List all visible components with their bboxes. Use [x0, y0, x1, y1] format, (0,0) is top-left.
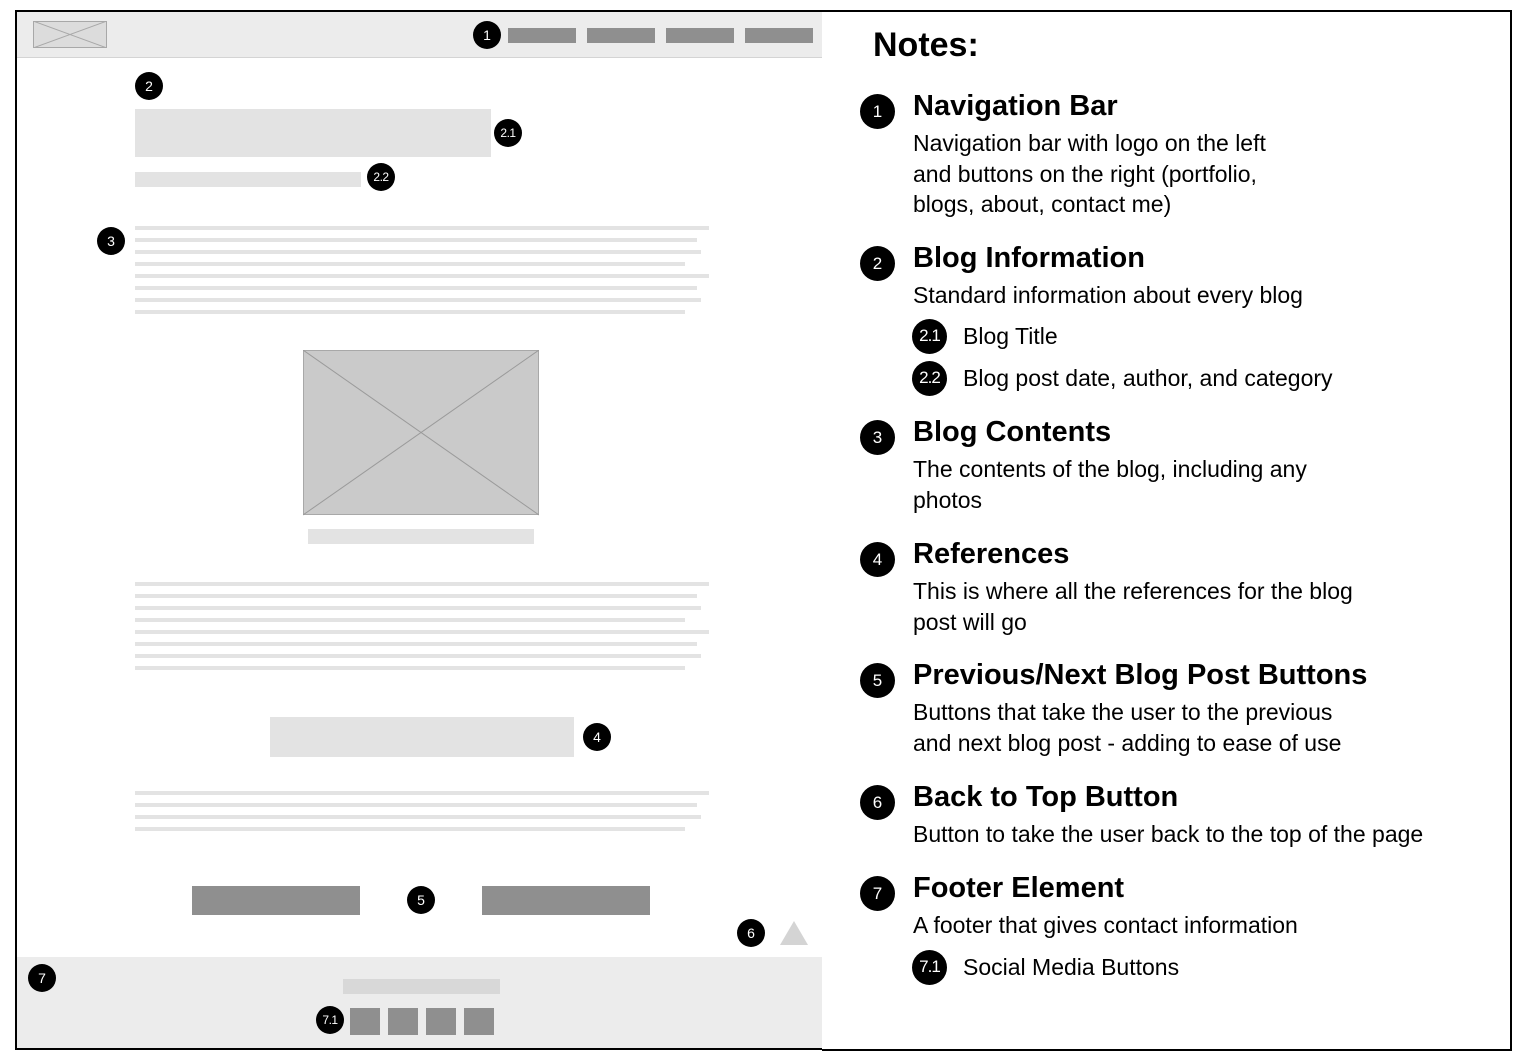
nav-button-about[interactable]	[666, 28, 734, 43]
nav-button-blogs[interactable]	[587, 28, 655, 43]
wireframe-panel	[15, 10, 827, 1050]
note-line: post will go	[913, 608, 1027, 635]
nav-button-portfolio[interactable]	[508, 28, 576, 43]
note-line: This is where all the references for the blog	[913, 578, 1353, 604]
note-number: 1	[860, 94, 895, 129]
previous-post-button[interactable]	[192, 886, 360, 915]
blog-title-placeholder	[135, 109, 491, 157]
note-heading: Blog Information	[913, 242, 1145, 274]
badge-navigation: 1	[473, 21, 501, 49]
notes-title: Notes:	[873, 26, 979, 64]
note-line: and next blog post - adding to ease of use	[913, 729, 1342, 756]
notes-panel	[822, 10, 1512, 1051]
badge-references: 4	[583, 723, 611, 751]
note-description	[913, 576, 1473, 637]
next-post-button[interactable]	[482, 886, 650, 915]
badge-blog-title: 2.1	[494, 119, 522, 147]
social-button-4[interactable]	[464, 1008, 494, 1035]
badge-blog-information: 2	[135, 72, 163, 100]
note-number: 4	[860, 542, 895, 577]
badge-blog-contents: 3	[97, 227, 125, 255]
badge-social: 7.1	[316, 1006, 344, 1034]
note-description	[913, 910, 1473, 941]
note-heading: References	[913, 538, 1070, 570]
note-line: Button to take the user back to the top of the page	[913, 821, 1424, 847]
note-description	[913, 128, 1473, 220]
note-heading: Back to Top Button	[913, 781, 1179, 813]
note-line: The contents of the blog, including any	[913, 456, 1307, 482]
blog-meta-placeholder	[135, 172, 361, 187]
back-to-top-triangle-icon[interactable]	[780, 921, 808, 945]
note-line: photos	[913, 486, 983, 513]
navigation-bar	[17, 12, 825, 58]
logo-placeholder-icon[interactable]	[33, 21, 107, 48]
social-button-1[interactable]	[350, 1008, 380, 1035]
badge-blog-meta: 2.2	[367, 163, 395, 191]
social-button-3[interactable]	[426, 1008, 456, 1035]
social-button-2[interactable]	[388, 1008, 418, 1035]
note-description	[913, 280, 1473, 311]
note-heading: Footer Element	[913, 872, 1125, 904]
note-number: 2	[860, 246, 895, 281]
note-description	[913, 454, 1473, 515]
badge-back-to-top: 6	[737, 919, 765, 947]
badge-footer: 7	[28, 964, 56, 992]
note-line: Standard information about every blog	[913, 282, 1303, 308]
note-line: A footer that gives contact information	[913, 912, 1298, 938]
note-line: Buttons that take the user to the previous	[913, 699, 1333, 725]
note-number: 6	[860, 785, 895, 820]
sub-text: Blog post date, author, and category	[963, 365, 1333, 391]
note-heading: Navigation Bar	[913, 90, 1118, 122]
note-line: Navigation bar with logo on the left	[913, 130, 1266, 156]
references-placeholder	[270, 717, 574, 757]
note-heading: Blog Contents	[913, 416, 1112, 448]
note-heading: Previous/Next Blog Post Buttons	[913, 659, 1368, 691]
note-description	[913, 819, 1513, 850]
note-description	[913, 697, 1473, 758]
sub-number: 2.2	[912, 361, 947, 396]
note-number: 5	[860, 663, 895, 698]
image-placeholder-icon	[303, 350, 539, 516]
sub-text: Social Media Buttons	[963, 954, 1180, 980]
note-line: blogs, about, contact me)	[913, 191, 1172, 217]
sub-text: Blog Title	[963, 323, 1058, 349]
nav-button-contact[interactable]	[745, 28, 813, 43]
note-number: 7	[860, 876, 895, 911]
note-line: and buttons on the right (portfolio,	[913, 160, 1257, 187]
footer	[17, 957, 825, 1048]
image-caption-placeholder	[308, 529, 534, 544]
sub-number: 2.1	[912, 319, 947, 354]
sub-number: 7.1	[912, 950, 947, 985]
footer-contact-placeholder	[343, 979, 500, 994]
badge-prev-next: 5	[407, 886, 435, 914]
note-number: 3	[860, 420, 895, 455]
